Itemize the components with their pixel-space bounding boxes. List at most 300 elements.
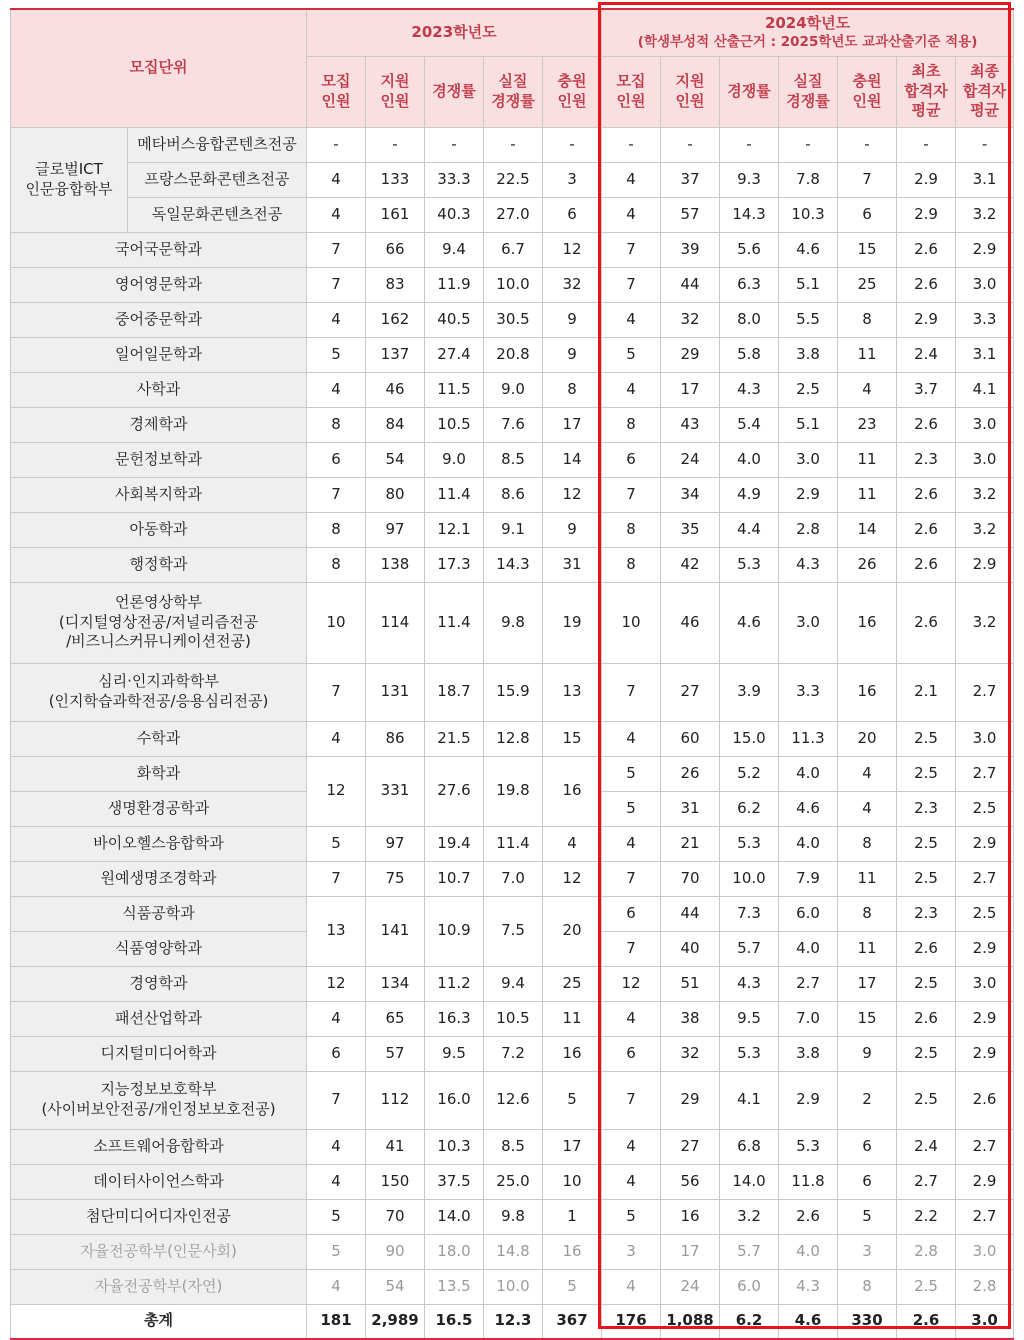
- cell-2024: 4: [602, 1164, 661, 1199]
- table-row: [11, 721, 1014, 756]
- cell-2024: 3.3: [779, 663, 838, 721]
- cell-2024: 5.3: [720, 547, 779, 582]
- cell-2024: 3.7: [897, 372, 956, 407]
- cell-2023: 8.5: [484, 442, 543, 477]
- cell-2024: 6.2: [720, 791, 779, 826]
- cell-2024: 34: [661, 477, 720, 512]
- cell-2023: 83: [366, 267, 425, 302]
- cell-2023: 86: [366, 721, 425, 756]
- cell-2024: 4.6: [779, 232, 838, 267]
- cell-2023: 18.7: [425, 663, 484, 721]
- cell-2024: 4.0: [779, 756, 838, 791]
- cell-2023: 5: [543, 1269, 602, 1304]
- cell-2023: 134: [366, 966, 425, 1001]
- unit-name: 문헌정보학과: [11, 442, 307, 477]
- cell-2024: 4: [602, 721, 661, 756]
- cell-2023: 4: [307, 162, 366, 197]
- cell-2024: 2.5: [897, 721, 956, 756]
- cell-2023: 4: [307, 1164, 366, 1199]
- total-2024: 330: [838, 1304, 897, 1339]
- cell-2024: 8: [602, 547, 661, 582]
- cell-2024: 7: [602, 477, 661, 512]
- cell-2023: 1: [543, 1199, 602, 1234]
- col-2024-header: 지원 인원: [661, 56, 720, 127]
- cell-2023: 7.6: [484, 407, 543, 442]
- cell-2023: 9.0: [425, 442, 484, 477]
- cell-2023: 16: [543, 1036, 602, 1071]
- cell-2024: 37: [661, 162, 720, 197]
- unit-name: 자율전공학부(자연): [11, 1269, 307, 1304]
- cell-2024: -: [956, 127, 1014, 162]
- cell-2024: 2.6: [956, 1071, 1014, 1129]
- col-2023-header: 충원 인원: [543, 56, 602, 127]
- cell-2024: 4.3: [779, 1269, 838, 1304]
- cell-2023: 4: [307, 1001, 366, 1036]
- cell-2024: 2.9: [956, 1164, 1014, 1199]
- cell-2024: 5: [838, 1199, 897, 1234]
- cell-2024: 4.6: [720, 582, 779, 663]
- cell-2023: 7.5: [484, 896, 543, 966]
- cell-2023: 9.5: [425, 1036, 484, 1071]
- cell-2023: 7: [307, 861, 366, 896]
- cell-2024: 2.5: [897, 1036, 956, 1071]
- table-row: [11, 197, 1014, 232]
- cell-2024: 2.5: [897, 1071, 956, 1129]
- cell-2023: -: [543, 127, 602, 162]
- table-row: [11, 756, 1014, 791]
- cell-2023: 11.4: [425, 477, 484, 512]
- cell-2024: 5.1: [779, 267, 838, 302]
- cell-2024: 32: [661, 1036, 720, 1071]
- cell-2024: 15: [838, 232, 897, 267]
- total-2024: 3.0: [956, 1304, 1014, 1339]
- cell-2024: 6.8: [720, 1129, 779, 1164]
- unit-name: 행정학과: [11, 547, 307, 582]
- table-row: [11, 302, 1014, 337]
- table-row: [11, 407, 1014, 442]
- cell-2024: 2.7: [956, 861, 1014, 896]
- cell-2024: 3.9: [720, 663, 779, 721]
- cell-2024: 3.1: [956, 337, 1014, 372]
- cell-2024: 29: [661, 1071, 720, 1129]
- cell-2024: 9.3: [720, 162, 779, 197]
- cell-2024: 2.9: [956, 1036, 1014, 1071]
- cell-2024: 2.9: [779, 477, 838, 512]
- cell-2024: 6: [602, 442, 661, 477]
- unit-name: 화학과: [11, 756, 307, 791]
- unit-name: 사회복지학과: [11, 477, 307, 512]
- cell-2024: 2.5: [897, 861, 956, 896]
- cell-2023: 10: [543, 1164, 602, 1199]
- cell-2023: 16.3: [425, 1001, 484, 1036]
- total-2023: 367: [543, 1304, 602, 1339]
- cell-2024: 5.5: [779, 302, 838, 337]
- cell-2023: 5: [307, 1199, 366, 1234]
- cell-2023: 7: [307, 663, 366, 721]
- unit-name: 국어국문학과: [11, 232, 307, 267]
- cell-2024: 2.5: [897, 1269, 956, 1304]
- cell-2023: 9.4: [425, 232, 484, 267]
- total-2023: 2,989: [366, 1304, 425, 1339]
- cell-2023: 17: [543, 1129, 602, 1164]
- cell-2024: 5.1: [779, 407, 838, 442]
- cell-2024: 56: [661, 1164, 720, 1199]
- cell-2023: 19.8: [484, 756, 543, 826]
- cell-2024: 11: [838, 931, 897, 966]
- cell-2024: 3.8: [779, 1036, 838, 1071]
- cell-2023: 12: [543, 232, 602, 267]
- cell-2023: 27.0: [484, 197, 543, 232]
- cell-2023: 4: [307, 1269, 366, 1304]
- cell-2024: 2.9: [897, 162, 956, 197]
- cell-2024: 16: [661, 1199, 720, 1234]
- cell-2024: 2.8: [897, 1234, 956, 1269]
- table-row: [11, 663, 1014, 721]
- cell-2024: -: [720, 127, 779, 162]
- cell-2024: 25: [838, 267, 897, 302]
- col-2024-header: 실질 경쟁률: [779, 56, 838, 127]
- col-2024-header: 충원 인원: [838, 56, 897, 127]
- cell-2023: 12.8: [484, 721, 543, 756]
- cell-2024: 2.3: [897, 896, 956, 931]
- cell-2024: 4: [602, 826, 661, 861]
- cell-2023: 7: [307, 477, 366, 512]
- cell-2024: 10.0: [720, 861, 779, 896]
- cell-2024: 6: [838, 1129, 897, 1164]
- cell-2023: 46: [366, 372, 425, 407]
- year-2024-header: [602, 9, 1014, 56]
- cell-2024: 3.1: [956, 162, 1014, 197]
- table-row: [11, 547, 1014, 582]
- cell-2024: 2.9: [897, 197, 956, 232]
- table-row: [11, 1036, 1014, 1071]
- cell-2023: 138: [366, 547, 425, 582]
- cell-2023: 12.6: [484, 1071, 543, 1129]
- cell-2023: 12.1: [425, 512, 484, 547]
- unit-name: 지능정보보호학부 (사이버보안전공/개인정보보호전공): [11, 1071, 307, 1129]
- cell-2024: 2.5: [897, 966, 956, 1001]
- cell-2024: 3.0: [779, 582, 838, 663]
- cell-2023: -: [484, 127, 543, 162]
- cell-2023: 41: [366, 1129, 425, 1164]
- table-row: [11, 966, 1014, 1001]
- table-row: [11, 896, 1014, 931]
- table-row: [11, 477, 1014, 512]
- cell-2023: 5: [307, 337, 366, 372]
- cell-2023: 7.2: [484, 1036, 543, 1071]
- cell-2024: 4.0: [720, 442, 779, 477]
- cell-2023: 14.8: [484, 1234, 543, 1269]
- cell-2024: 3.0: [956, 407, 1014, 442]
- unit-name: 첨단미디어디자인전공: [11, 1199, 307, 1234]
- cell-2023: 11.4: [425, 582, 484, 663]
- cell-2023: 33.3: [425, 162, 484, 197]
- cell-2024: 3.0: [956, 966, 1014, 1001]
- cell-2024: 11.8: [779, 1164, 838, 1199]
- cell-2023: 4: [543, 826, 602, 861]
- table-row: [11, 1269, 1014, 1304]
- cell-2023: 12: [307, 756, 366, 826]
- cell-2024: 5.4: [720, 407, 779, 442]
- cell-2023: 32: [543, 267, 602, 302]
- cell-2023: 5: [307, 826, 366, 861]
- cell-2023: 3: [543, 162, 602, 197]
- cell-2024: 4: [602, 302, 661, 337]
- cell-2024: 11.3: [779, 721, 838, 756]
- cell-2024: 3.0: [956, 1234, 1014, 1269]
- table-row: [11, 1129, 1014, 1164]
- cell-2024: 3: [838, 1234, 897, 1269]
- unit-name: 영어영문학과: [11, 267, 307, 302]
- cell-2024: 10.3: [779, 197, 838, 232]
- cell-2023: 9.1: [484, 512, 543, 547]
- cell-2024: 4.6: [779, 791, 838, 826]
- cell-2024: 2.6: [897, 267, 956, 302]
- cell-2024: 44: [661, 896, 720, 931]
- col-2023-header: 모집 인원: [307, 56, 366, 127]
- cell-2024: 8.0: [720, 302, 779, 337]
- table-body: [11, 127, 1014, 1339]
- cell-2023: 65: [366, 1001, 425, 1036]
- cell-2024: 11: [838, 861, 897, 896]
- cell-2023: 7: [307, 267, 366, 302]
- cell-2024: 8: [838, 1269, 897, 1304]
- cell-2024: 44: [661, 267, 720, 302]
- cell-2023: 8: [307, 407, 366, 442]
- cell-2024: 4.0: [779, 826, 838, 861]
- cell-2024: 29: [661, 337, 720, 372]
- cell-2024: 38: [661, 1001, 720, 1036]
- unit-name: 독일문화콘텐츠전공: [128, 197, 307, 232]
- cell-2023: 7: [307, 1071, 366, 1129]
- cell-2023: 12: [543, 861, 602, 896]
- cell-2024: -: [602, 127, 661, 162]
- cell-2024: 9.5: [720, 1001, 779, 1036]
- cell-2024: 2.6: [897, 1001, 956, 1036]
- cell-2023: 133: [366, 162, 425, 197]
- cell-2024: 5.2: [720, 756, 779, 791]
- cell-2024: -: [897, 127, 956, 162]
- admission-results-table: [10, 8, 1014, 1340]
- cell-2024: 2.7: [956, 1129, 1014, 1164]
- col-2024-header: 최종 합격자 평균: [956, 56, 1014, 127]
- cell-2024: 5.6: [720, 232, 779, 267]
- cell-2024: 2.6: [897, 931, 956, 966]
- unit-name: 프랑스문화콘텐츠전공: [128, 162, 307, 197]
- cell-2024: 6.3: [720, 267, 779, 302]
- cell-2023: 131: [366, 663, 425, 721]
- cell-2024: 46: [661, 582, 720, 663]
- cell-2024: 4.3: [720, 372, 779, 407]
- cell-2024: 7.0: [779, 1001, 838, 1036]
- cell-2023: 27.6: [425, 756, 484, 826]
- total-2024: 4.6: [779, 1304, 838, 1339]
- cell-2024: 2.6: [897, 407, 956, 442]
- cell-2024: 2.5: [897, 756, 956, 791]
- cell-2023: 6.7: [484, 232, 543, 267]
- cell-2023: 13.5: [425, 1269, 484, 1304]
- table-row: [11, 1071, 1014, 1129]
- cell-2023: 40.5: [425, 302, 484, 337]
- cell-2024: 5.3: [720, 826, 779, 861]
- cell-2024: 57: [661, 197, 720, 232]
- unit-name: 원예생명조경학과: [11, 861, 307, 896]
- cell-2023: 31: [543, 547, 602, 582]
- cell-2023: 10: [307, 582, 366, 663]
- cell-2024: 6: [838, 1164, 897, 1199]
- total-2024: 6.2: [720, 1304, 779, 1339]
- cell-2024: 24: [661, 1269, 720, 1304]
- cell-2024: 5.7: [720, 931, 779, 966]
- cell-2023: 5: [307, 1234, 366, 1269]
- cell-2023: 11.5: [425, 372, 484, 407]
- unit-name: 식품공학과: [11, 896, 307, 931]
- group-label: 글로벌ICT 인문융합학부: [11, 127, 128, 232]
- cell-2023: 20.8: [484, 337, 543, 372]
- cell-2024: 21: [661, 826, 720, 861]
- cell-2024: 4: [838, 372, 897, 407]
- cell-2023: 10.0: [484, 1269, 543, 1304]
- cell-2024: 8: [602, 512, 661, 547]
- unit-name: 수학과: [11, 721, 307, 756]
- cell-2023: 9.8: [484, 1199, 543, 1234]
- cell-2023: 4: [307, 372, 366, 407]
- cell-2024: 40: [661, 931, 720, 966]
- cell-2024: 2.7: [956, 663, 1014, 721]
- table-row: [11, 267, 1014, 302]
- cell-2024: 4: [838, 791, 897, 826]
- cell-2023: -: [366, 127, 425, 162]
- cell-2024: 2.5: [897, 826, 956, 861]
- cell-2024: 70: [661, 861, 720, 896]
- cell-2023: 7.0: [484, 861, 543, 896]
- cell-2024: 5.8: [720, 337, 779, 372]
- cell-2023: 8: [307, 512, 366, 547]
- cell-2024: 5: [602, 756, 661, 791]
- cell-2023: 10.5: [425, 407, 484, 442]
- cell-2023: 150: [366, 1164, 425, 1199]
- cell-2023: 10.9: [425, 896, 484, 966]
- cell-2024: 2.5: [956, 791, 1014, 826]
- cell-2024: 26: [661, 756, 720, 791]
- cell-2024: 4.9: [720, 477, 779, 512]
- cell-2023: 11.2: [425, 966, 484, 1001]
- cell-2023: 10.5: [484, 1001, 543, 1036]
- cell-2023: 4: [307, 1129, 366, 1164]
- cell-2023: 11.4: [484, 826, 543, 861]
- cell-2024: 2.8: [779, 512, 838, 547]
- cell-2024: 2.9: [897, 302, 956, 337]
- unit-name: 자율전공학부(인문사회): [11, 1234, 307, 1269]
- cell-2024: 3.2: [956, 582, 1014, 663]
- col-2024-header: 모집 인원: [602, 56, 661, 127]
- cell-2024: 17: [661, 1234, 720, 1269]
- cell-2024: 6.0: [720, 1269, 779, 1304]
- cell-2023: 17.3: [425, 547, 484, 582]
- cell-2023: 8: [307, 547, 366, 582]
- cell-2024: 60: [661, 721, 720, 756]
- cell-2024: 7: [602, 1071, 661, 1129]
- cell-2024: 4.0: [779, 1234, 838, 1269]
- cell-2023: 7: [307, 232, 366, 267]
- cell-2024: 3.0: [956, 442, 1014, 477]
- cell-2023: 9: [543, 302, 602, 337]
- cell-2023: 8: [543, 372, 602, 407]
- table-row: [11, 512, 1014, 547]
- cell-2024: 3.2: [956, 477, 1014, 512]
- cell-2024: 4: [602, 1129, 661, 1164]
- unit-name: 메타버스융합콘텐츠전공: [128, 127, 307, 162]
- table-row: [11, 1001, 1014, 1036]
- cell-2024: -: [838, 127, 897, 162]
- col-2023-header: 경쟁률: [425, 56, 484, 127]
- cell-2023: -: [307, 127, 366, 162]
- cell-2023: 66: [366, 232, 425, 267]
- cell-2023: 12: [307, 966, 366, 1001]
- cell-2024: 9: [838, 1036, 897, 1071]
- cell-2023: 54: [366, 1269, 425, 1304]
- cell-2023: 8.6: [484, 477, 543, 512]
- cell-2023: 70: [366, 1199, 425, 1234]
- cell-2024: 3.8: [779, 337, 838, 372]
- cell-2024: 35: [661, 512, 720, 547]
- col-2024-header: 최초 합격자 평균: [897, 56, 956, 127]
- cell-2023: 18.0: [425, 1234, 484, 1269]
- cell-2024: 2.5: [779, 372, 838, 407]
- cell-2024: 7: [602, 861, 661, 896]
- cell-2024: 7: [838, 162, 897, 197]
- cell-2023: 6: [307, 1036, 366, 1071]
- cell-2024: 17: [838, 966, 897, 1001]
- cell-2023: 4: [307, 721, 366, 756]
- cell-2024: 3.2: [956, 512, 1014, 547]
- cell-2024: 4.1: [720, 1071, 779, 1129]
- cell-2024: 27: [661, 663, 720, 721]
- cell-2024: 3.2: [720, 1199, 779, 1234]
- cell-2023: 14: [543, 442, 602, 477]
- cell-2024: 2.9: [956, 931, 1014, 966]
- cell-2024: 24: [661, 442, 720, 477]
- cell-2024: 6: [602, 896, 661, 931]
- cell-2024: 12: [602, 966, 661, 1001]
- cell-2023: 141: [366, 896, 425, 966]
- cell-2024: 14: [838, 512, 897, 547]
- cell-2023: 9.4: [484, 966, 543, 1001]
- cell-2024: 7: [602, 931, 661, 966]
- unit-name: 경제학과: [11, 407, 307, 442]
- cell-2024: 16: [838, 663, 897, 721]
- year-2024-title: 2024학년도: [764, 13, 851, 32]
- cell-2024: 3: [602, 1234, 661, 1269]
- cell-2024: 15: [838, 1001, 897, 1036]
- cell-2024: 23: [838, 407, 897, 442]
- cell-2024: 11: [838, 442, 897, 477]
- cell-2023: 84: [366, 407, 425, 442]
- cell-2024: 10: [602, 582, 661, 663]
- cell-2023: 6: [543, 197, 602, 232]
- table-row: [11, 372, 1014, 407]
- col-2024-header: 경쟁률: [720, 56, 779, 127]
- cell-2024: 11: [838, 337, 897, 372]
- cell-2024: 2.6: [897, 547, 956, 582]
- cell-2024: 3.2: [956, 197, 1014, 232]
- cell-2023: 12: [543, 477, 602, 512]
- total-2024: 176: [602, 1304, 661, 1339]
- table-row: [11, 582, 1014, 663]
- cell-2023: 9.0: [484, 372, 543, 407]
- cell-2024: 2.4: [897, 337, 956, 372]
- cell-2024: 7: [602, 232, 661, 267]
